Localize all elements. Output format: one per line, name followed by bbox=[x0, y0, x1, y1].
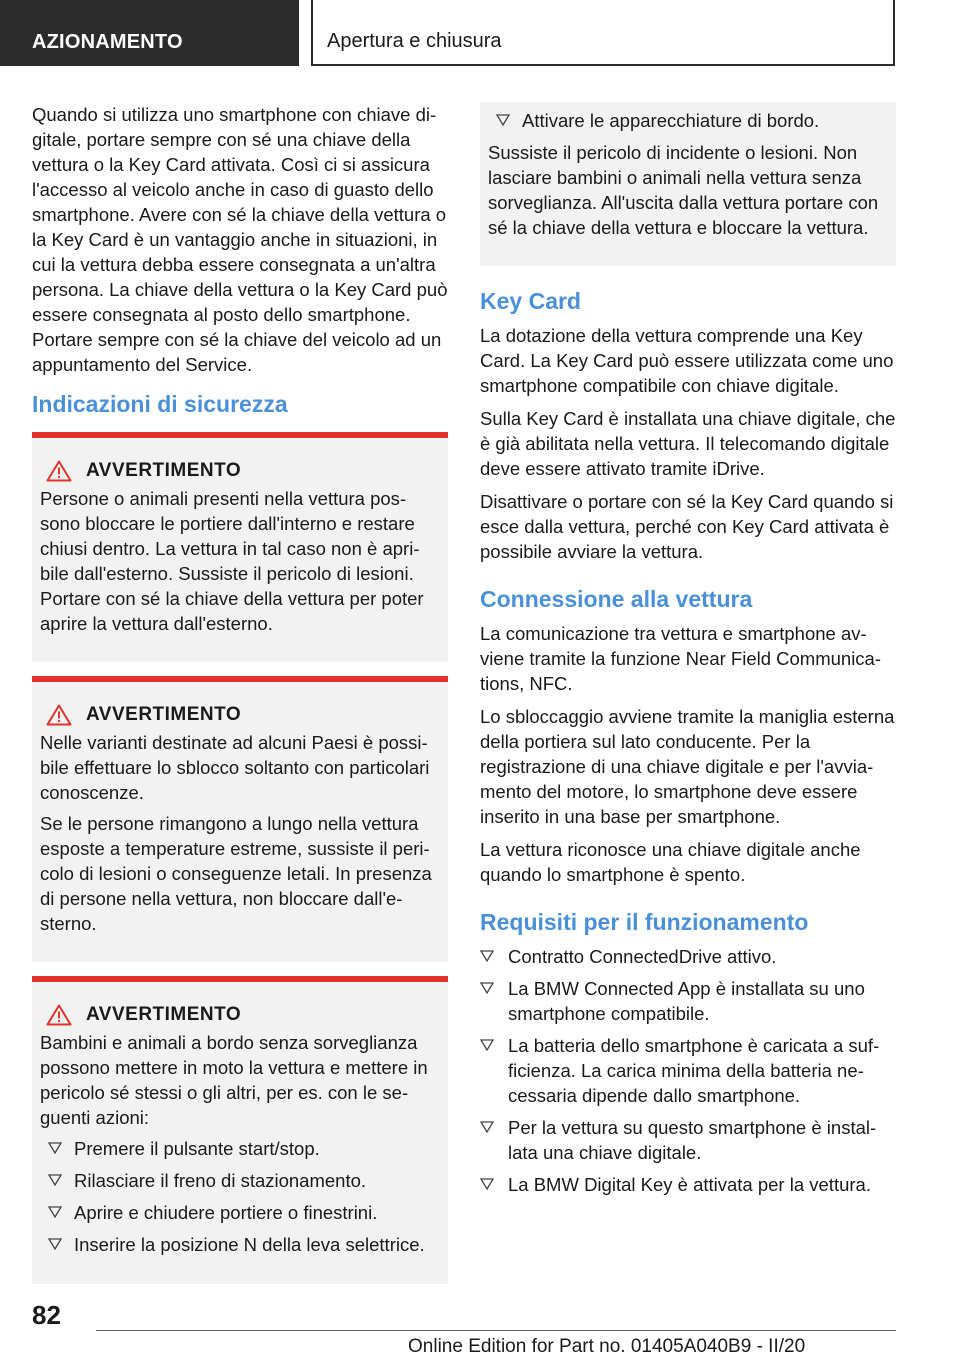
footer-divider bbox=[96, 1330, 896, 1331]
warning-title: AVVERTIMENTO bbox=[86, 704, 242, 725]
warning-box-2 bbox=[32, 676, 448, 962]
page-header bbox=[0, 0, 960, 66]
warning-text: Se le persone rimangono a lungo nella vettura esposte a temperature estreme, sussiste il pericolo di lesioni o conseguenze letali. In presenza di persone nella vettura, non bloccare dall'esterno. bbox=[40, 813, 432, 934]
section-tab: AZIONAMENTO bbox=[0, 0, 299, 66]
list-item: La BMW Connected App è installata su uno smartphone compatibile. bbox=[480, 976, 896, 1026]
warning-title: AVVERTIMENTO bbox=[86, 460, 242, 481]
warning-box-1 bbox=[32, 432, 448, 662]
triangle-bullet-icon bbox=[480, 1178, 494, 1190]
list-item: La batteria dello smartphone è caricata a sufficienza. La carica minima della batteria necessaria dipende dallo smartphone. bbox=[480, 1033, 896, 1108]
warning-text: Nelle varianti destinate ad alcuni Paesi è possibile effettuare lo sblocco soltanto con particolari conoscenze. bbox=[40, 732, 430, 803]
warning-header bbox=[40, 1004, 440, 1026]
list-item: Attivare le apparecchiature di bordo. bbox=[488, 108, 888, 133]
triangle-bullet-icon bbox=[480, 1039, 494, 1051]
triangle-bullet-icon bbox=[48, 1142, 62, 1154]
warning-triangle-icon bbox=[46, 1004, 72, 1026]
triangle-bullet-icon bbox=[48, 1238, 62, 1250]
list-item: Aprire e chiudere portiere o finestrini. bbox=[40, 1200, 440, 1225]
list-item: Premere il pulsante start/stop. bbox=[40, 1136, 440, 1161]
requirements-list bbox=[480, 944, 896, 1197]
triangle-bullet-icon bbox=[48, 1206, 62, 1218]
triangle-bullet-icon bbox=[480, 982, 494, 994]
page-number: 82 bbox=[32, 1300, 61, 1330]
connection-heading: Connessione alla vettura bbox=[480, 586, 753, 612]
paragraph: Lo sbloccaggio avviene tramite la maniglia esterna della portiera sul lato conducente. Per la registrazione di una chiave digitale e per l'avviamento del motore, lo smartphone deve essere inserito in una base per smartphone. bbox=[480, 706, 895, 827]
triangle-bullet-icon bbox=[480, 950, 494, 962]
warning-triangle-icon bbox=[46, 460, 72, 482]
warning-text: Bambini e animali a bordo senza sorveglianza possono mettere in moto la vettura e mettere in pericolo sé stessi o gli altri, per es. con le seguenti azioni: bbox=[40, 1032, 428, 1128]
triangle-bullet-icon bbox=[480, 1121, 494, 1133]
list-item: Per la vettura su questo smartphone è installata una chiave digitale. bbox=[480, 1115, 896, 1165]
requirements-heading: Requisiti per il funzionamento bbox=[480, 909, 809, 935]
warning-text: Persone o animali presenti nella vettura possono bloccare le portiere dall'interno e restare chiusi dentro. La vettura in tal caso non è apribile dall'esterno. Sussiste il pericolo di lesioni. Portare con sé la chiave della vettura per poter aprire la vettura dall'esterno. bbox=[40, 488, 424, 634]
intro-paragraph: Quando si utilizza uno smartphone con chiave digitale, portare sempre con sé una chiave della vettura o la Key Card attivata. Così ci si assicura l'accesso al veicolo anche in caso di guasto dello smartphone. Avere con sé la chiave della vettura o la Key Card è un vantaggio anche in situazioni, in cui la vettura debba essere consegnata a un'altra persona. La chiave della vettura o la Key Card può essere consegnata al posto dello smartphone. Portare sempre con sé la chiave del veicolo ad un appuntamento del Service. bbox=[32, 104, 448, 375]
paragraph: Disattivare o portare con sé la Key Card quando si esce dalla vettura, perché con Key Card attivata è possibile avviare la vettura. bbox=[480, 491, 894, 562]
list-item: Rilasciare il freno di stazionamento. bbox=[40, 1168, 440, 1193]
left-column bbox=[32, 102, 448, 1284]
safety-heading: Indicazioni di sicurezza bbox=[32, 391, 288, 417]
warning-text: Sussiste il pericolo di incidente o lesioni. Non lasciare bambini o animali nella vettura senza sorveglianza. All'uscita dalla vettura portare con sé la chiave della vettura e bloccare la vettura. bbox=[488, 142, 879, 238]
paragraph: La comunicazione tra vettura e smartphone avviene tramite la funzione Near Field Communications, NFC. bbox=[480, 623, 882, 694]
warning-header bbox=[40, 704, 440, 726]
edition-note: Online Edition for Part no. 01405A040B9 - II/20 bbox=[408, 1336, 806, 1357]
triangle-bullet-icon bbox=[48, 1174, 62, 1186]
keycard-heading: Key Card bbox=[480, 288, 581, 314]
list-item: Contratto ConnectedDrive attivo. bbox=[480, 944, 896, 969]
warning-action-list bbox=[488, 108, 888, 133]
paragraph: La dotazione della vettura comprende una Key Card. La Key Card può essere utilizzata come uno smartphone compatibile con chiave digitale. bbox=[480, 325, 894, 396]
warning-continuation-box bbox=[480, 102, 896, 266]
warning-action-list bbox=[40, 1136, 440, 1257]
chapter-title: Apertura e chiusura bbox=[311, 0, 895, 66]
paragraph: Sulla Key Card è installata una chiave digitale, che è già abilitata nella vettura. Il telecomando digitale deve essere attivato tramite iDrive. bbox=[480, 408, 896, 479]
triangle-bullet-icon bbox=[496, 114, 510, 126]
list-item: La BMW Digital Key è attivata per la vettura. bbox=[480, 1172, 896, 1197]
warning-title: AVVERTIMENTO bbox=[86, 1004, 242, 1025]
warning-header bbox=[40, 460, 440, 482]
right-column bbox=[480, 102, 896, 1204]
warning-triangle-icon bbox=[46, 704, 72, 726]
paragraph: La vettura riconosce una chiave digitale anche quando lo smartphone è spento. bbox=[480, 839, 861, 885]
warning-box-3 bbox=[32, 976, 448, 1284]
list-item: Inserire la posizione N della leva selettrice. bbox=[40, 1232, 440, 1257]
